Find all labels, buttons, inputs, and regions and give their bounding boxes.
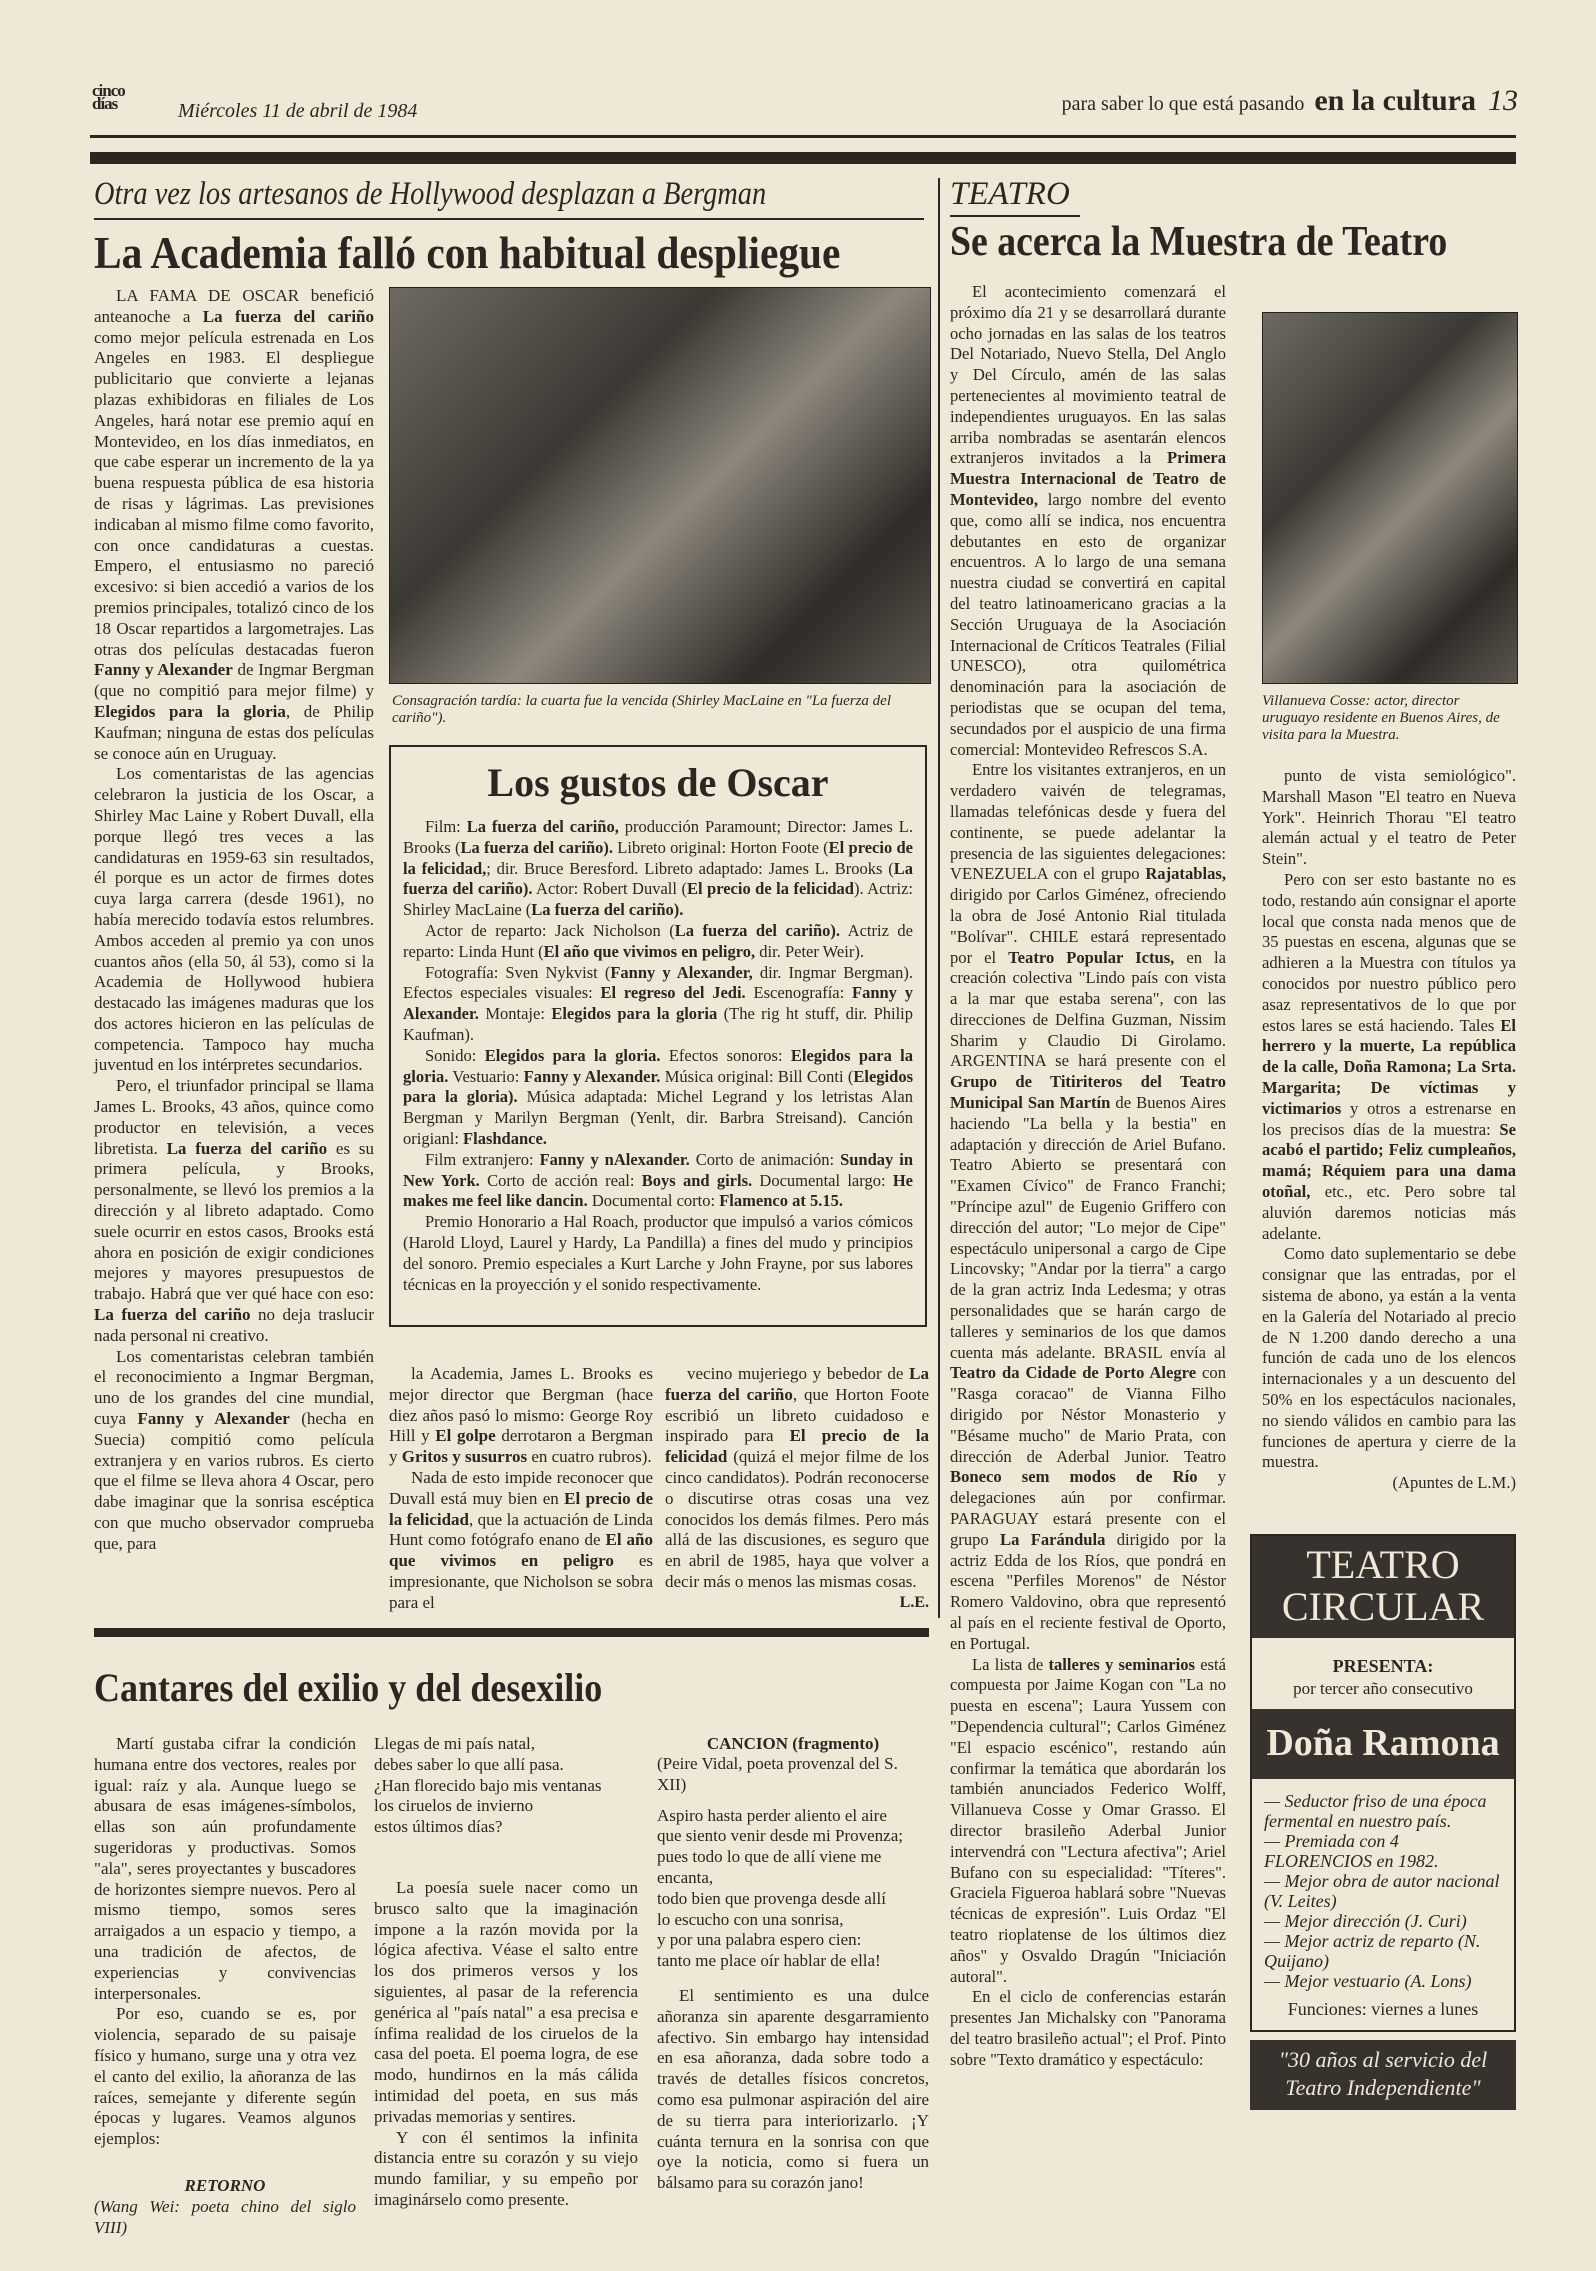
bold-title: La fuerza del cariño).	[531, 900, 684, 920]
shirley-maclaine-photo	[389, 287, 931, 684]
ad-schedule: Funciones: viernes a lunes	[1287, 1998, 1479, 2019]
tagline: para saber lo que está pasando	[1061, 93, 1305, 115]
poem1-title: RETORNO	[184, 2175, 266, 2195]
ad-item: — Mejor actriz de reparto (N. Quijano)	[1264, 1930, 1481, 1971]
cantares-col1	[94, 1734, 356, 2238]
bold-title: Fanny y Alexander.	[523, 1066, 661, 1086]
paragraph: En el ciclo de conferencias estarán presentes Jan Michalsky con "Panorama del teatro brasileño actual"; el Prof. Pinto sobre "Texto dramático y espectáculo:	[950, 1987, 1226, 2069]
bold-title: La fuerza del cariño	[166, 1138, 328, 1158]
teatro-kicker: TEATRO	[950, 176, 1070, 212]
bold-title: He makes me feel like dancin.	[403, 1170, 913, 1211]
teatro-photo-caption: Villanueva Cosse: actor, director uruguayo residente en Buenos Aires, de visita para la Muestra.	[1262, 693, 1500, 743]
bold-title: Fanny y Alexander	[137, 1409, 290, 1429]
bold-title: La fuerza del cariño,	[466, 817, 619, 836]
ad-title	[1252, 1536, 1514, 1638]
bold-title: Teatro Popular Ictus,	[1008, 947, 1175, 967]
cantares-col3	[657, 1734, 929, 2194]
paragraph: Por eso, cuando se es, por violencia, separado de su paisaje físico y humano, surge una y otra vez el canto del exilio, la añoranza de las raíces, semejante y diferente según épocas y lugares. Veamos algunos ejemplos:	[94, 2004, 356, 2149]
bold-title: La fuerza del cariño	[202, 306, 374, 326]
column-divider	[938, 178, 940, 1618]
paragraph: El sentimiento es una dulce añoranza sin aparente desgarramiento afectivo. Sin embargo hay intensidad en esa añoranza, dada sobre todo a través de detalles físicos concretos, como esa pulmonar aspiración del aire de su tierra para interiorizarlo. ¡Y cuánta ternura en la sonrisa con que oye la noticia, como si fuera un bálsamo para su corazón jano!	[657, 1985, 929, 2193]
teatro-right-column	[1250, 766, 1516, 2110]
cantares-headline: Cantares del exilio y del desexilio	[94, 1665, 603, 1710]
ad-slogan: "30 años al servicio del Teatro Independiente"	[1250, 2040, 1516, 2110]
bold-title: La Farándula	[1000, 1529, 1106, 1549]
ad-title-line1: TEATRO	[1306, 1541, 1460, 1587]
section-header	[1062, 84, 1518, 118]
bold-title: La fuerza del cariño).	[460, 837, 614, 857]
cantares-col1-text	[94, 1734, 356, 2150]
oscar-box-title: Los gustos de Oscar	[487, 760, 829, 805]
bold-title: El precio de la felicidad	[389, 1488, 653, 1529]
poem2-author: (Peire Vidal, poeta provenzal del S. XII)	[657, 1754, 898, 1794]
paragraph: La poesía suele nacer como un brusco salto que la imaginación impone a la razón movida por la lógica afectiva. Véase el salto entre los dos primeros versos y los siguientes, al pasar de la referencia genérica al "país natal" a esa precisa e ínfima realidad de los ciruelos de la casa del poeta. El poema logra, de ese modo, hundirnos en la más cálida intimidad del poeta, en sus más privadas memorias y sentires.	[374, 1877, 638, 2126]
oscar-box	[389, 745, 927, 1327]
ad-item: — Premiada con 4 FLORENCIOS en 1982.	[1264, 1830, 1439, 1871]
bold-title: La fuerza del cariño).	[674, 920, 841, 940]
issue-date: Miércoles 11 de abril de 1984	[178, 100, 418, 122]
academia-col3	[665, 1364, 929, 1593]
paragraph: Entre los visitantes extranjeros, en un verdadero vaivén de telegramas, llamadas telefónicas desde y fuera del continente, se puede adelantar la presencia de las siguientes delegaciones: VENEZUELA con el grupo Rajatablas, dirigido por Carlos Giménez, ofreciendo la obra de José Antonio Rial titulada "Bolívar". CHILE estará representado por el Teatro Popular Ictus, en la creación colectiva "Lindo país con vista a la mar que estaba serena", con las direcciones de Delfina Guzman, Nissim Sharim y Claudio Di Girolamo. ARGENTINA se hará presente con el Grupo de Titiriteros del Teatro Municipal San Martín de Buenos Aires haciendo "La bella y la bestia" en adaptación y dirección de Ariel Bufano. Teatro Abierto se presentará con "Examen Cívico" de Franco Franchi; "Príncipe azul" de Eugenio Griffero con dirección del autor; "Lo mejor de Cipe" espectáculo unipersonal a cargo de Cipe Lincovsky; "Andar por la tierra" a cargo de la gran actriz Inda Ledesma; y otras personalidades que se harán cargo de talleres y seminarios de los que damos cuenta más adelante. BRASIL envía al Teatro da Cidade de Porto Alegre con "Rasga coracao" de Vianna Filho dirigido por Néstor Monasterio y "Bésame mucho" de Mario Prata, con dirección de Aderbal Junior. Teatro Boneco sem modos de Río y delegaciones aún por confirmar. PARAGUAY estará presente con el grupo La Farándula dirigido por la actriz Edda de los Ríos, que pondrá en escena "Perfiles Morenos" de Néstor Romero Valdovino, obra que representó al país en el reciente festival de Oporto, en Portugal.	[950, 760, 1227, 1653]
bold-title: El precio de la felicidad	[665, 1426, 929, 1467]
paragraph: Los comentaristas de las agencias celebraron la justicia de los Oscar, a Shirley Mac Laine y Robert Duvall, ella porque llegó tres veces a las candidaturas en 1959-63 sin resultados, él porque es un actor de firmes dotes cuya larga carrera (desde 1961), no había merecido todavía estos relumbres. Ambos acceden al premio ya con unos cuantos años (ella 50, ál 53), como si la Academia de Hollywood hubiera destacado las imágenes maduras que los dos actores hicieron en las películas de competencia. Tampoco hay mucha juventud en los intérpretes secundarios.	[94, 764, 374, 1075]
paragraph: Film: La fuerza del cariño, producción Paramount; Director: James L. Brooks (La fuerza del cariño). Libreto original: Horton Foote (El precio de la felicidad,; dir. Bruce Beresford. Libreto adaptado: James L. Brooks (La fuerza del cariño). Actor: Robert Duvall (El precio de la felicidad). Actriz: Shirley MacLaine (La fuerza del cariño).	[403, 817, 913, 920]
bold-title: Fanny y nAlexander.	[539, 1149, 690, 1169]
poem1-author: (Wang Wei: poeta chino del siglo VIII)	[94, 2196, 356, 2237]
ad-presenta: PRESENTA:	[1332, 1655, 1434, 1676]
paragraph: La lista de talleres y seminarios está compuesta por Jaime Kogan con "La no puesta en escena"; Laura Yussem con "Dependencia cultural"; Carlos Giménez "El espacio escénico", restando aún confirmar la temática que abordarán los también anunciados Federico Wolff, Villanueva Cosse y Omar Grasso. El director brasileño Aderbal Junior intervendrá con "Lectura afectiva"; Ariel Bufano con su especialidad: "Títeres". Graciela Figueroa hablará sobre "Nuevas técnicas de expresión". Luis Ordaz "El teatro rioplatense de los últimos diez años" y Osvaldo Dragún "Iniciación autoral".	[950, 1654, 1226, 1986]
ad-subtitle: por tercer año consecutivo	[1293, 1678, 1473, 1698]
academia-col2	[389, 1364, 653, 1614]
paragraph: vecino mujeriego y bebedor de La fuerza del cariño, que Horton Foote escribió un libreto cuidadoso e inspirado para El precio de la felicidad (quizá el mejor filme de los cinco candidatos). Podrán reconocerse o discutirse otras cosas una vez conocidos los demás filmes. Pero más allá de las discusiones, es seguro que en abril de 1985, haya que volver a decir más o menos las mismas cosas.	[665, 1364, 929, 1591]
ad-item: — Mejor dirección (J. Curi)	[1264, 1910, 1467, 1931]
academia-signature: L.E.	[899, 1593, 929, 1611]
paragraph: Nada de esto impide reconocer que Duvall está muy bien en El precio de la felicidad, que la actuación de Linda Hunt como fotógrafo enano de El año que vivimos en peligro es impresionante, que Nicholson se sobra para el	[389, 1467, 653, 1612]
bold-title: Flamenco at 5.15.	[719, 1191, 843, 1211]
paragraph: Premio Honorario a Hal Roach, productor que impulsó a varios cómicos (Harold Lloyd, Laurel y Hardy, La Pandilla) a fines del mudo y principios del sonoro. Premio especiales a Kurt Larche y John Frayne, por sus labores técnicas en la proyección y el sonido respectivamente.	[403, 1212, 913, 1294]
teatro-col1	[950, 282, 1226, 2071]
paragraph: la Academia, James L. Brooks es mejor director que Bergman (hace diez años pasó lo mismo: George Roy Hill y El golpe derrotaron a Bergman y Gritos y susurros en cuatro rubros).	[389, 1364, 653, 1467]
bold-title: Boys and girls.	[641, 1170, 753, 1190]
poem2-text: Aspiro hasta perder aliento el aire que siento venir desde mi Provenza; pues todo lo que de allí viene me encanta, todo bien que provenga desde allí lo escucho con una sonrisa, y por una palabra espero cien: tanto me place oír hablar de ella!	[657, 1805, 903, 1971]
villanueva-cosse-photo	[1262, 312, 1518, 684]
cantares-bar	[94, 1628, 929, 1637]
kicker-rule	[94, 218, 924, 220]
bold-title: Primera Muestra Internacional de Teatro de Montevideo,	[950, 448, 1226, 509]
bold-title: El herrero y la muerte, La república de la calle, Doña Ramona; La Srta. Margarita; De víctimas y victimarios	[1262, 1015, 1516, 1118]
bold-title: Boneco sem modos de Río	[950, 1467, 1198, 1487]
bold-title: Flashdance.	[463, 1128, 547, 1148]
ad-awards-list	[1252, 1791, 1514, 1991]
header-rule	[90, 135, 1516, 138]
teatro-kicker-rule	[950, 215, 1080, 217]
cantares-col2-text	[374, 1878, 638, 2211]
paragraph: Y con él sentimos la infinita distancia entre su corazón y su viejo mundo familiar, y su empeño por imaginárselo como presente.	[374, 2127, 638, 2209]
cantares-col3-text	[657, 1986, 929, 2194]
bold-title: Elegidos para la gloria.	[484, 1045, 661, 1065]
bold-title: La fuerza del cariño	[94, 1305, 251, 1325]
masthead-logo: cinco días	[92, 81, 125, 113]
bold-title: Fanny y Alexander	[94, 660, 233, 680]
poem2-title: CANCION (fragmento)	[706, 1734, 880, 1753]
paragraph: Fotografía: Sven Nykvist (Fanny y Alexander, dir. Ingmar Bergman). Efectos especiales visuales: El regreso del Jedi. Escenografía: Fanny y Alexander. Montaje: Elegidos para la gloria (The rig ht stuff, dir. Philip Kaufman).	[403, 962, 914, 1044]
academia-col3-wrap	[665, 1364, 929, 1613]
ad-title-line2: CIRCULAR	[1281, 1583, 1485, 1629]
paragraph: Martí gustaba cifrar la condición humana entre dos vectores, reales por igual: raíz y ala. Aunque luego se abusara de esas imágenes-símbolos, ellas son aún profundamente sugeridoras y productivas. Somos "ala", seres proyectantes y buscadores de horizontes siempre nuevos. Pero al mismo tiempo, somos seres arraigados a un espacio y tiempo, a una tradición de afectos, de experiencias y convivencias interpersonales.	[94, 1734, 356, 2003]
ad-item: — Mejor vestuario (A. Lons)	[1264, 1970, 1472, 1991]
ad-item: — Seductor friso de una época fermental en nuestro país.	[1264, 1790, 1487, 1831]
bold-title: El golpe	[435, 1426, 496, 1446]
bold-title: La fuerza del cariño).	[403, 858, 913, 899]
header-bar	[90, 152, 1516, 164]
paragraph: El acontecimiento comenzará el próximo día 21 y se desarrollará durante ocho jornadas en las salas de los teatros Del Notariado, Nuevo Stella, Del Anglo y Del Círculo, amén de las salas pertenecientes al movimiento teatral de independientes uruguayos. En las salas arriba nombradas se asentarán elencos extranjeros invitados a la Primera Muestra Internacional de Teatro de Montevideo, largo nombre del evento que, como allí se indica, nos encuentra debutantes en esto de organizar encuentros. A lo largo de una semana nuestra ciudad se convertirá en capital del teatro latinoamericano gracias a la Sección Uruguaya de la Asociación Internacional de Críticos Teatrales (Filial UNESCO), otra quilométrica denominación para la asociación de periodistas que se ocupan del tema, secundados por el auspicio de una firma comercial: Montevideo Refrescos S.A.	[950, 282, 1226, 759]
bold-title: Rajatablas,	[1145, 864, 1226, 884]
teatro-circular-ad	[1250, 1534, 1516, 2032]
ad-item: — Mejor obra de autor nacional (V. Leites)	[1264, 1870, 1500, 1911]
bold-title: La fuerza del cariño	[665, 1364, 929, 1404]
paragraph: Pero, el triunfador principal se llama James L. Brooks, 43 años, quince como productor en televisión, a veces libretista. La fuerza del cariño es su primera película, y Brooks, personalmente, se llevó los premios a la dirección y al libreto adaptado. Como suele ocurrir en estos casos, Brooks está ahora en posición de exigir condiciones mejores y mayores presupuestos de trabajo. Habrá que ver qué hace con eso: La fuerza del cariño no deja traslucir nada personal ni creativo.	[94, 1076, 375, 1345]
bold-title: Grupo de Titiriteros del Teatro Municipal San Martín	[950, 1072, 1226, 1113]
bold-title: Teatro da Cidade de Porto Alegre	[950, 1363, 1197, 1383]
bold-title: Sunday in New York.	[403, 1149, 914, 1190]
academia-kicker: Otra vez los artesanos de Hollywood desplazan a Bergman	[94, 176, 767, 212]
page-number: 13	[1488, 84, 1518, 117]
bold-title: El regreso del Jedi.	[600, 983, 746, 1003]
paragraph: LA FAMA DE OSCAR benefició anteanoche a La fuerza del cariño como mejor película estrenada en Los Angeles en 1983. El despliegue publicitario que convierte a lejanas plazas exhibidoras en filiales de Los Angeles, hará notar ese premio aquí en Montevideo, en los días inmediatos, en que cabe esperar un incremento de la ya buena respuesta pública de esa historia de risas y lágrimas. Las previsiones indicaban al mismo filme como favorito, con once candidaturas a cuestas. Empero, el entusiasmo no pareció excesivo: si bien accedió a varios de los premios principales, totalizó cinco de los 18 Oscar repartidos a largometrajes. Las otras dos películas destacadas fueron Fanny y Alexander de Ingmar Bergman (que no compitió para mejor filme) y Elegidos para la gloria, de Philip Kaufman; ninguna de estas dos películas se conoce aún en Uruguay.	[94, 286, 374, 763]
paragraph: Film extranjero: Fanny y nAlexander. Corto de animación: Sunday in New York. Corto de acción real: Boys and girls. Documental largo: He makes me feel like dancin. Documental corto: Flamenco at 5.15.	[403, 1149, 914, 1211]
paragraph: Actor de reparto: Jack Nicholson (La fuerza del cariño). Actriz de reparto: Linda Hunt (El año que vivimos en peligro, dir. Peter Weir).	[403, 920, 914, 961]
bold-title: talleres y seminarios	[1048, 1654, 1195, 1674]
bold-title: Se acabó el partido; Feliz cumpleaños, mamá; Réquiem para una dama otoñal,	[1262, 1119, 1516, 1201]
teatro-col2	[1262, 766, 1516, 1473]
bold-title: El precio de la felicidad,	[403, 837, 913, 878]
teatro-headline: Se acerca la Muestra de Teatro	[950, 219, 1448, 265]
bold-title: El año que vivimos en peligro	[389, 1530, 653, 1571]
bold-title: Fanny y Alexander.	[403, 983, 913, 1024]
section-name: en la cultura	[1314, 84, 1476, 117]
teatro-signature: (Apuntes de L.M.)	[1392, 1473, 1516, 1493]
academia-col1	[94, 286, 374, 1555]
bold-title: El año que vivimos en peligro,	[543, 941, 756, 961]
paragraph: Como dato suplementario se debe consignar que las entradas, por el sistema de abono, ya están a la venta en la Galería del Notariado al precio de N 1.200 dando derecho a una función de cada uno de los elencos internacionales y a un descuento del 50% en los espectáculos nacionales, no siendo válidos en cambio para las funciones de apertura y cierre de la muestra.	[1262, 1244, 1516, 1472]
bold-title: Elegidos para la gloria	[94, 701, 286, 721]
oscar-box-list	[403, 817, 913, 1295]
photo-caption: Consagración tardía: la cuarta fue la vencida (Shirley MacLaine en "La fuerza del cariño").	[392, 693, 892, 726]
bold-title: Elegidos para la gloria.	[403, 1045, 913, 1086]
paragraph: Sonido: Elegidos para la gloria. Efectos sonoros: Elegidos para la gloria. Vestuario: Fanny y Alexander. Música original: Bill Conti (Elegidos para la gloria). Música adaptada: Michel Legrand y los letristas Alan Bergman y Marilyn Bergman (Yenlt, dir. Barbra Streisand). Canción origianl: Flashdance.	[403, 1045, 914, 1148]
academia-headline: La Academia falló con habitual despliegue	[94, 227, 841, 278]
cantares-col2	[374, 1734, 638, 2211]
paragraph: punto de vista semiológico". Marshall Mason "El teatro en Nueva York". Heinrich Thorau "El teatro alemán actual y el teatro de Peter Stein".	[1262, 766, 1516, 869]
ad-play-title: Doña Ramona	[1252, 1709, 1514, 1779]
paragraph: Pero con ser esto bastante no es todo, restando aún consignar el aporte local que consta nada menos que de 35 puestas en escena, algunas que se adhieren a la Muestra con títulos ya conocidos por nuestro público pero asaz representativos de lo que por estos lares se está haciendo. Tales El herrero y la muerte, La república de la calle, Doña Ramona; La Srta. Margarita; De víctimas y victimarios y otros a estrenarse en los precisos días de la muestra: Se acabó el partido; Feliz cumpleaños, mamá; Réquiem para una dama otoñal, etc., etc. Pero sobre tal aluvión daremos noticias más adelante.	[1262, 869, 1516, 1243]
poem1-text: Llegas de mi país natal, debes saber lo que allí pasa. ¿Han florecido bajo mis ventanas los ciruelos de invierno estos últimos días?	[374, 1734, 602, 1837]
bold-title: Gritos y susurros	[401, 1447, 528, 1467]
paragraph: Los comentaristas celebran también el reconocimiento a Ingmar Bergman, uno de los grandes del cine mundial, cuya Fanny y Alexander (hecha en Suecia) compitió como película extranjera y en varios rubros. Es cierto que el filme se lleva ahora 4 Oscar, pero dabe imaginar que la sonrisa escéptica con que mucho observador comprueba que, para	[94, 1346, 375, 1553]
bold-title: Elegidos para la gloria	[551, 1004, 718, 1024]
bold-title: Elegidos para la gloria).	[403, 1066, 913, 1107]
bold-title: El precio de la felicidad	[686, 879, 854, 899]
bold-title: Fanny y Alexander,	[610, 962, 753, 982]
